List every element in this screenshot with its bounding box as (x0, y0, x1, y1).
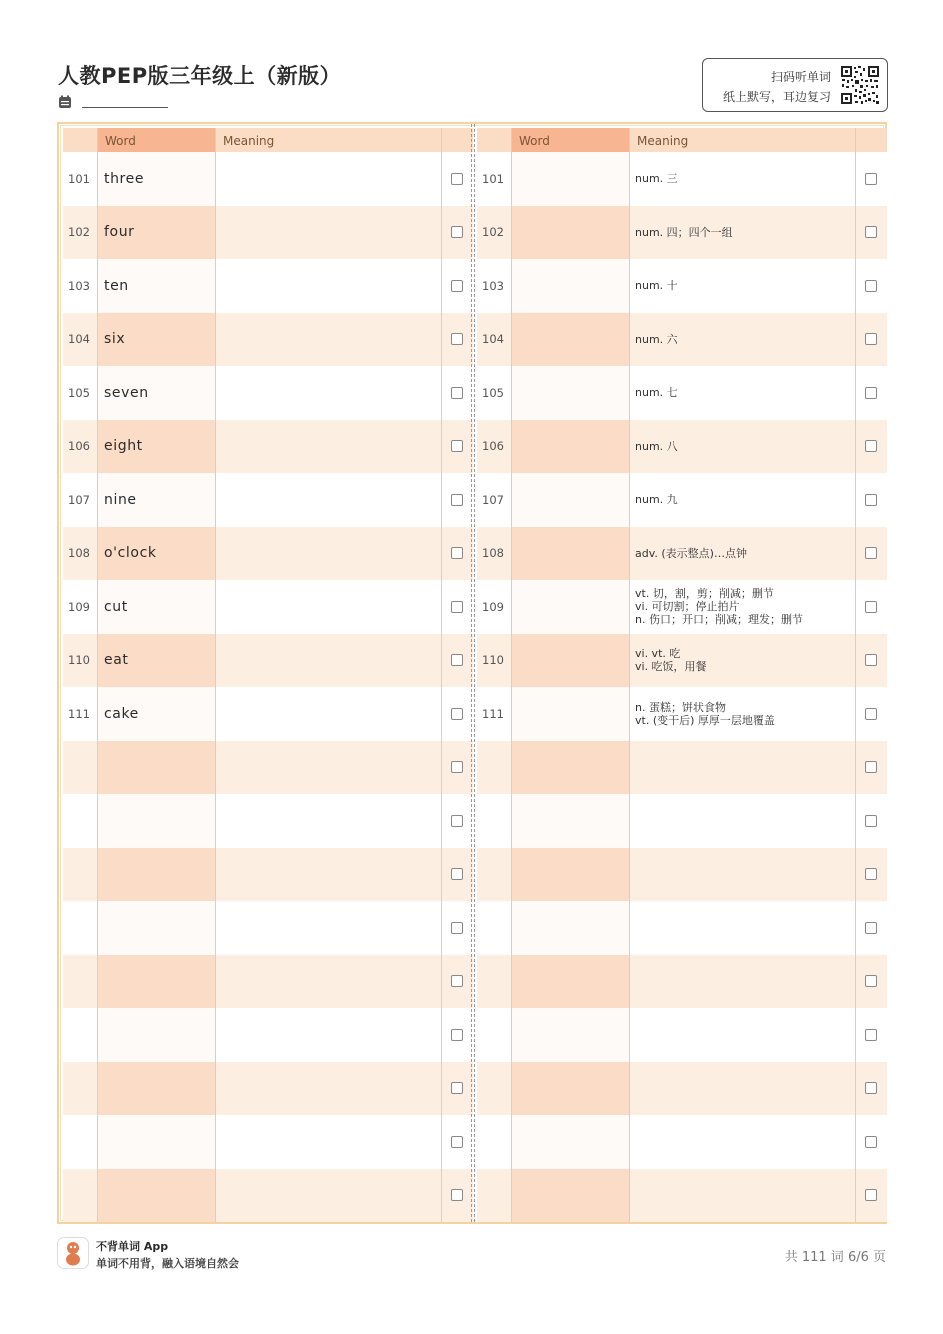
row-number: 102 (63, 206, 97, 260)
checkbox-cell (855, 1062, 887, 1116)
row-number (63, 1115, 97, 1169)
meaning-cell (629, 901, 855, 955)
meaning-cell (629, 366, 855, 420)
checkbox-cell (441, 259, 473, 313)
row-number: 109 (63, 580, 97, 634)
checkbox-cell (855, 580, 887, 634)
row-number (63, 901, 97, 955)
meaning-line: vt. 切，割，剪；削减；删节 (635, 587, 774, 601)
qr-panel[interactable] (702, 58, 888, 112)
checkbox-cell (855, 1169, 887, 1223)
meaning-cell (629, 1062, 855, 1116)
meaning-cell (629, 687, 855, 741)
meaning-line: num. 十 (635, 279, 678, 293)
meaning-line: n. 伤口；开口；削减；理发；删节 (635, 613, 803, 627)
checkbox-icon[interactable] (865, 173, 877, 185)
checkbox-icon[interactable] (451, 761, 463, 773)
table-row (63, 1062, 473, 1116)
row-number (63, 794, 97, 848)
checkbox-cell (441, 741, 473, 795)
page-indicator: 共 111 词 6/6 页 (784, 1250, 886, 1265)
row-number: 104 (63, 313, 97, 367)
checkbox-icon[interactable] (865, 868, 877, 880)
row-number: 103 (63, 259, 97, 313)
checkbox-icon[interactable] (865, 601, 877, 613)
checkbox-cell (441, 580, 473, 634)
page-title: 人教PEP版三年级上（新版） (58, 64, 342, 88)
checkbox-icon[interactable] (865, 226, 877, 238)
table-row (477, 366, 887, 420)
row-number (477, 901, 511, 955)
table-row (63, 848, 473, 902)
checkbox-icon[interactable] (451, 601, 463, 613)
meaning-cell[interactable] (215, 206, 441, 260)
checkbox-cell (441, 848, 473, 902)
row-number (477, 955, 511, 1009)
checkbox-cell (441, 634, 473, 688)
table-header (477, 128, 887, 152)
word-cell (97, 955, 215, 1009)
row-number (63, 741, 97, 795)
meaning-cell[interactable] (215, 1115, 441, 1169)
word-cell: cut (97, 580, 215, 634)
meaning-cell[interactable] (215, 1169, 441, 1223)
meaning-cell (629, 259, 855, 313)
column-rule (629, 128, 630, 1222)
word-cell[interactable] (511, 206, 629, 260)
table-row (477, 313, 887, 367)
meaning-line: vi. 吃饭，用餐 (635, 660, 707, 674)
row-number: 110 (477, 634, 511, 688)
word-cell (97, 1169, 215, 1223)
checkbox-icon[interactable] (865, 815, 877, 827)
table-row (477, 1008, 887, 1062)
column-header-word: Word (97, 128, 215, 152)
table-row (477, 1062, 887, 1116)
checkbox-icon[interactable] (451, 1189, 463, 1201)
checkbox-icon[interactable] (865, 1029, 877, 1041)
word-cell[interactable] (511, 259, 629, 313)
row-number: 111 (63, 687, 97, 741)
row-number (63, 1169, 97, 1223)
table-row (63, 259, 473, 313)
checkbox-icon[interactable] (865, 1189, 877, 1201)
row-number: 101 (477, 152, 511, 206)
word-cell[interactable] (511, 527, 629, 581)
checkbox-cell (855, 420, 887, 474)
table-row (63, 527, 473, 581)
checkbox-cell (855, 848, 887, 902)
checkbox-cell (441, 366, 473, 420)
table-row (63, 313, 473, 367)
row-number (477, 1115, 511, 1169)
meaning-line: vi. 可切割；停止拍片 (635, 600, 740, 614)
meaning-cell[interactable] (215, 259, 441, 313)
table-row (63, 206, 473, 260)
meaning-line: num. 九 (635, 493, 678, 507)
footer-app-name: 不背单词 App (96, 1240, 169, 1253)
table-header (63, 128, 473, 152)
row-number (477, 1169, 511, 1223)
word-to-meaning-table (63, 128, 473, 1222)
row-number: 103 (477, 259, 511, 313)
word-cell: three (97, 152, 215, 206)
meaning-cell (629, 580, 855, 634)
meaning-cell (629, 1115, 855, 1169)
table-row (63, 580, 473, 634)
row-number: 101 (63, 152, 97, 206)
meaning-cell[interactable] (215, 527, 441, 581)
checkbox-icon[interactable] (451, 226, 463, 238)
row-number (477, 1062, 511, 1116)
word-cell: o'clock (97, 527, 215, 581)
word-cell[interactable] (511, 848, 629, 902)
table-row (477, 794, 887, 848)
table-row (477, 473, 887, 527)
word-cell (97, 741, 215, 795)
word-cell[interactable] (511, 741, 629, 795)
table-row (477, 152, 887, 206)
word-cell: four (97, 206, 215, 260)
table-row (477, 1169, 887, 1223)
meaning-cell[interactable] (215, 420, 441, 474)
checkbox-icon[interactable] (451, 1082, 463, 1094)
meaning-cell (629, 794, 855, 848)
meaning-cell[interactable] (215, 634, 441, 688)
meaning-cell (629, 152, 855, 206)
table-row (477, 741, 887, 795)
word-cell[interactable] (511, 955, 629, 1009)
checkbox-icon[interactable] (865, 387, 877, 399)
checkbox-cell (855, 473, 887, 527)
meaning-cell (629, 473, 855, 527)
meaning-to-word-table (477, 128, 887, 1222)
row-number (63, 1008, 97, 1062)
word-cell: nine (97, 473, 215, 527)
word-cell: six (97, 313, 215, 367)
table-row (477, 259, 887, 313)
word-cell[interactable] (511, 366, 629, 420)
word-cell[interactable] (511, 794, 629, 848)
row-number: 110 (63, 634, 97, 688)
meaning-cell[interactable] (215, 366, 441, 420)
meaning-cell[interactable] (215, 741, 441, 795)
checkbox-cell (441, 687, 473, 741)
word-cell[interactable] (511, 687, 629, 741)
checkbox-cell (855, 741, 887, 795)
table-row (477, 527, 887, 581)
row-number (63, 1062, 97, 1116)
checkbox-cell (855, 955, 887, 1009)
qr-line-2: 纸上默写，耳边复习 (722, 90, 831, 104)
checkbox-cell (441, 1008, 473, 1062)
meaning-cell[interactable] (215, 955, 441, 1009)
word-cell[interactable] (511, 580, 629, 634)
checkbox-cell (855, 366, 887, 420)
meaning-cell[interactable] (215, 580, 441, 634)
table-row (477, 580, 887, 634)
table-row (63, 741, 473, 795)
checkbox-icon[interactable] (865, 761, 877, 773)
table-row (63, 473, 473, 527)
table-row (477, 848, 887, 902)
word-cell: cake (97, 687, 215, 741)
checkbox-cell (855, 152, 887, 206)
table-row (477, 420, 887, 474)
checkbox-cell (855, 313, 887, 367)
word-cell: eight (97, 420, 215, 474)
word-cell[interactable] (511, 1115, 629, 1169)
meaning-cell[interactable] (215, 1062, 441, 1116)
checkbox-cell (855, 259, 887, 313)
column-rule (215, 128, 216, 1222)
checkbox-cell (441, 1062, 473, 1116)
meaning-cell (629, 1008, 855, 1062)
row-number: 106 (63, 420, 97, 474)
word-cell[interactable] (511, 634, 629, 688)
table-row (477, 687, 887, 741)
meaning-cell[interactable] (215, 1008, 441, 1062)
meaning-line: num. 六 (635, 332, 678, 346)
word-cell: ten (97, 259, 215, 313)
checkbox-icon[interactable] (865, 494, 877, 506)
checkbox-icon[interactable] (451, 868, 463, 880)
table-row (63, 1169, 473, 1223)
row-number: 106 (477, 420, 511, 474)
checkbox-icon[interactable] (865, 975, 877, 987)
word-cell[interactable] (511, 1169, 629, 1223)
row-number (477, 1008, 511, 1062)
word-cell[interactable] (511, 313, 629, 367)
row-number (477, 794, 511, 848)
checkbox-icon[interactable] (451, 494, 463, 506)
column-header-word: Word (511, 128, 629, 152)
meaning-cell (629, 634, 855, 688)
word-cell[interactable] (511, 1062, 629, 1116)
row-number (477, 848, 511, 902)
checkbox-icon[interactable] (451, 1136, 463, 1148)
meaning-cell (629, 313, 855, 367)
qr-code-icon[interactable] (840, 65, 880, 105)
meaning-cell (629, 848, 855, 902)
checkbox-cell (855, 634, 887, 688)
checkbox-cell (441, 1169, 473, 1223)
column-rule (97, 128, 98, 1222)
table-row (477, 206, 887, 260)
word-cell (97, 848, 215, 902)
row-number: 109 (477, 580, 511, 634)
checkbox-icon[interactable] (451, 387, 463, 399)
checkbox-icon[interactable] (865, 654, 877, 666)
column-header-meaning: Meaning (215, 128, 441, 152)
row-number: 105 (63, 366, 97, 420)
table-row (63, 634, 473, 688)
table-row (63, 1115, 473, 1169)
table-row (63, 420, 473, 474)
table-row (63, 152, 473, 206)
checkbox-cell (441, 152, 473, 206)
column-rule (855, 128, 856, 1222)
meaning-cell[interactable] (215, 313, 441, 367)
checkbox-icon[interactable] (451, 440, 463, 452)
checkbox-cell (441, 794, 473, 848)
meaning-line: num. 三 (635, 172, 678, 186)
table-row (63, 687, 473, 741)
meaning-line: num. 七 (635, 386, 678, 400)
checkbox-cell (855, 527, 887, 581)
row-number: 108 (63, 527, 97, 581)
checkbox-icon[interactable] (451, 173, 463, 185)
table-row (63, 366, 473, 420)
row-number (477, 741, 511, 795)
worksheet (57, 122, 887, 1224)
checkbox-icon[interactable] (451, 547, 463, 559)
table-row (63, 901, 473, 955)
meaning-cell[interactable] (215, 794, 441, 848)
checkbox-icon[interactable] (865, 922, 877, 934)
checkbox-cell (441, 473, 473, 527)
date-row (58, 94, 168, 108)
word-cell[interactable] (511, 473, 629, 527)
fold-divider (471, 124, 475, 1222)
checkbox-cell (855, 687, 887, 741)
checkbox-cell (441, 901, 473, 955)
row-number: 111 (477, 687, 511, 741)
calendar-icon (58, 94, 72, 108)
checkbox-cell (441, 206, 473, 260)
checkbox-cell (441, 1115, 473, 1169)
qr-line-1: 扫码听单词 (770, 70, 831, 84)
word-cell (97, 901, 215, 955)
checkbox-cell (441, 420, 473, 474)
checkbox-icon[interactable] (451, 333, 463, 345)
meaning-cell (629, 527, 855, 581)
meaning-cell[interactable] (215, 473, 441, 527)
checkbox-icon[interactable] (865, 333, 877, 345)
meaning-cell[interactable] (215, 901, 441, 955)
word-cell[interactable] (511, 901, 629, 955)
meaning-line: num. 四；四个一组 (635, 225, 733, 239)
row-number: 104 (477, 313, 511, 367)
meaning-line: adv. (表示整点)…点钟 (635, 546, 747, 560)
checkbox-icon[interactable] (865, 1082, 877, 1094)
word-cell (97, 1115, 215, 1169)
row-number (63, 848, 97, 902)
meaning-cell[interactable] (215, 152, 441, 206)
checkbox-icon[interactable] (865, 708, 877, 720)
word-cell: seven (97, 366, 215, 420)
row-number: 102 (477, 206, 511, 260)
date-blank[interactable] (82, 94, 168, 108)
checkbox-cell (855, 206, 887, 260)
footer-slogan: 单词不用背，融入语境自然会 (96, 1257, 239, 1270)
checkbox-cell (855, 1115, 887, 1169)
checkbox-icon[interactable] (451, 280, 463, 292)
meaning-cell (629, 206, 855, 260)
word-cell (97, 794, 215, 848)
column-rule (441, 128, 442, 1222)
row-number: 107 (477, 473, 511, 527)
word-cell (97, 1062, 215, 1116)
checkbox-icon[interactable] (865, 440, 877, 452)
table-row (477, 1115, 887, 1169)
table-row (63, 1008, 473, 1062)
checkbox-icon[interactable] (451, 815, 463, 827)
table-row (477, 634, 887, 688)
word-cell[interactable] (511, 420, 629, 474)
meaning-cell (629, 420, 855, 474)
checkbox-icon[interactable] (451, 1029, 463, 1041)
checkbox-icon[interactable] (865, 547, 877, 559)
checkbox-cell (441, 955, 473, 1009)
meaning-cell (629, 1169, 855, 1223)
word-cell[interactable] (511, 1008, 629, 1062)
checkbox-cell (441, 313, 473, 367)
meaning-cell (629, 955, 855, 1009)
word-cell: eat (97, 634, 215, 688)
word-cell[interactable] (511, 152, 629, 206)
word-cell (97, 1008, 215, 1062)
checkbox-cell (855, 1008, 887, 1062)
checkbox-icon[interactable] (865, 280, 877, 292)
row-number: 105 (477, 366, 511, 420)
checkbox-icon[interactable] (451, 654, 463, 666)
meaning-line: vi. vt. 吃 (635, 647, 681, 661)
checkbox-cell (441, 527, 473, 581)
checkbox-cell (855, 794, 887, 848)
checkbox-icon[interactable] (865, 1136, 877, 1148)
row-number: 107 (63, 473, 97, 527)
meaning-cell (629, 741, 855, 795)
meaning-cell[interactable] (215, 687, 441, 741)
meaning-line: n. 蛋糕；饼状食物 (635, 700, 726, 714)
table-row (477, 901, 887, 955)
table-row (63, 794, 473, 848)
app-logo-icon (57, 1237, 89, 1269)
column-rule (511, 128, 512, 1222)
row-number: 108 (477, 527, 511, 581)
meaning-cell[interactable] (215, 848, 441, 902)
table-row (477, 955, 887, 1009)
checkbox-cell (855, 901, 887, 955)
meaning-line: num. 八 (635, 439, 678, 453)
qr-caption (723, 67, 831, 107)
checkbox-icon[interactable] (451, 975, 463, 987)
meaning-line: vt. (变干后) 厚厚一层地覆盖 (635, 713, 775, 727)
column-header-meaning: Meaning (629, 128, 855, 152)
row-number (63, 955, 97, 1009)
checkbox-icon[interactable] (451, 922, 463, 934)
table-row (63, 955, 473, 1009)
checkbox-icon[interactable] (451, 708, 463, 720)
